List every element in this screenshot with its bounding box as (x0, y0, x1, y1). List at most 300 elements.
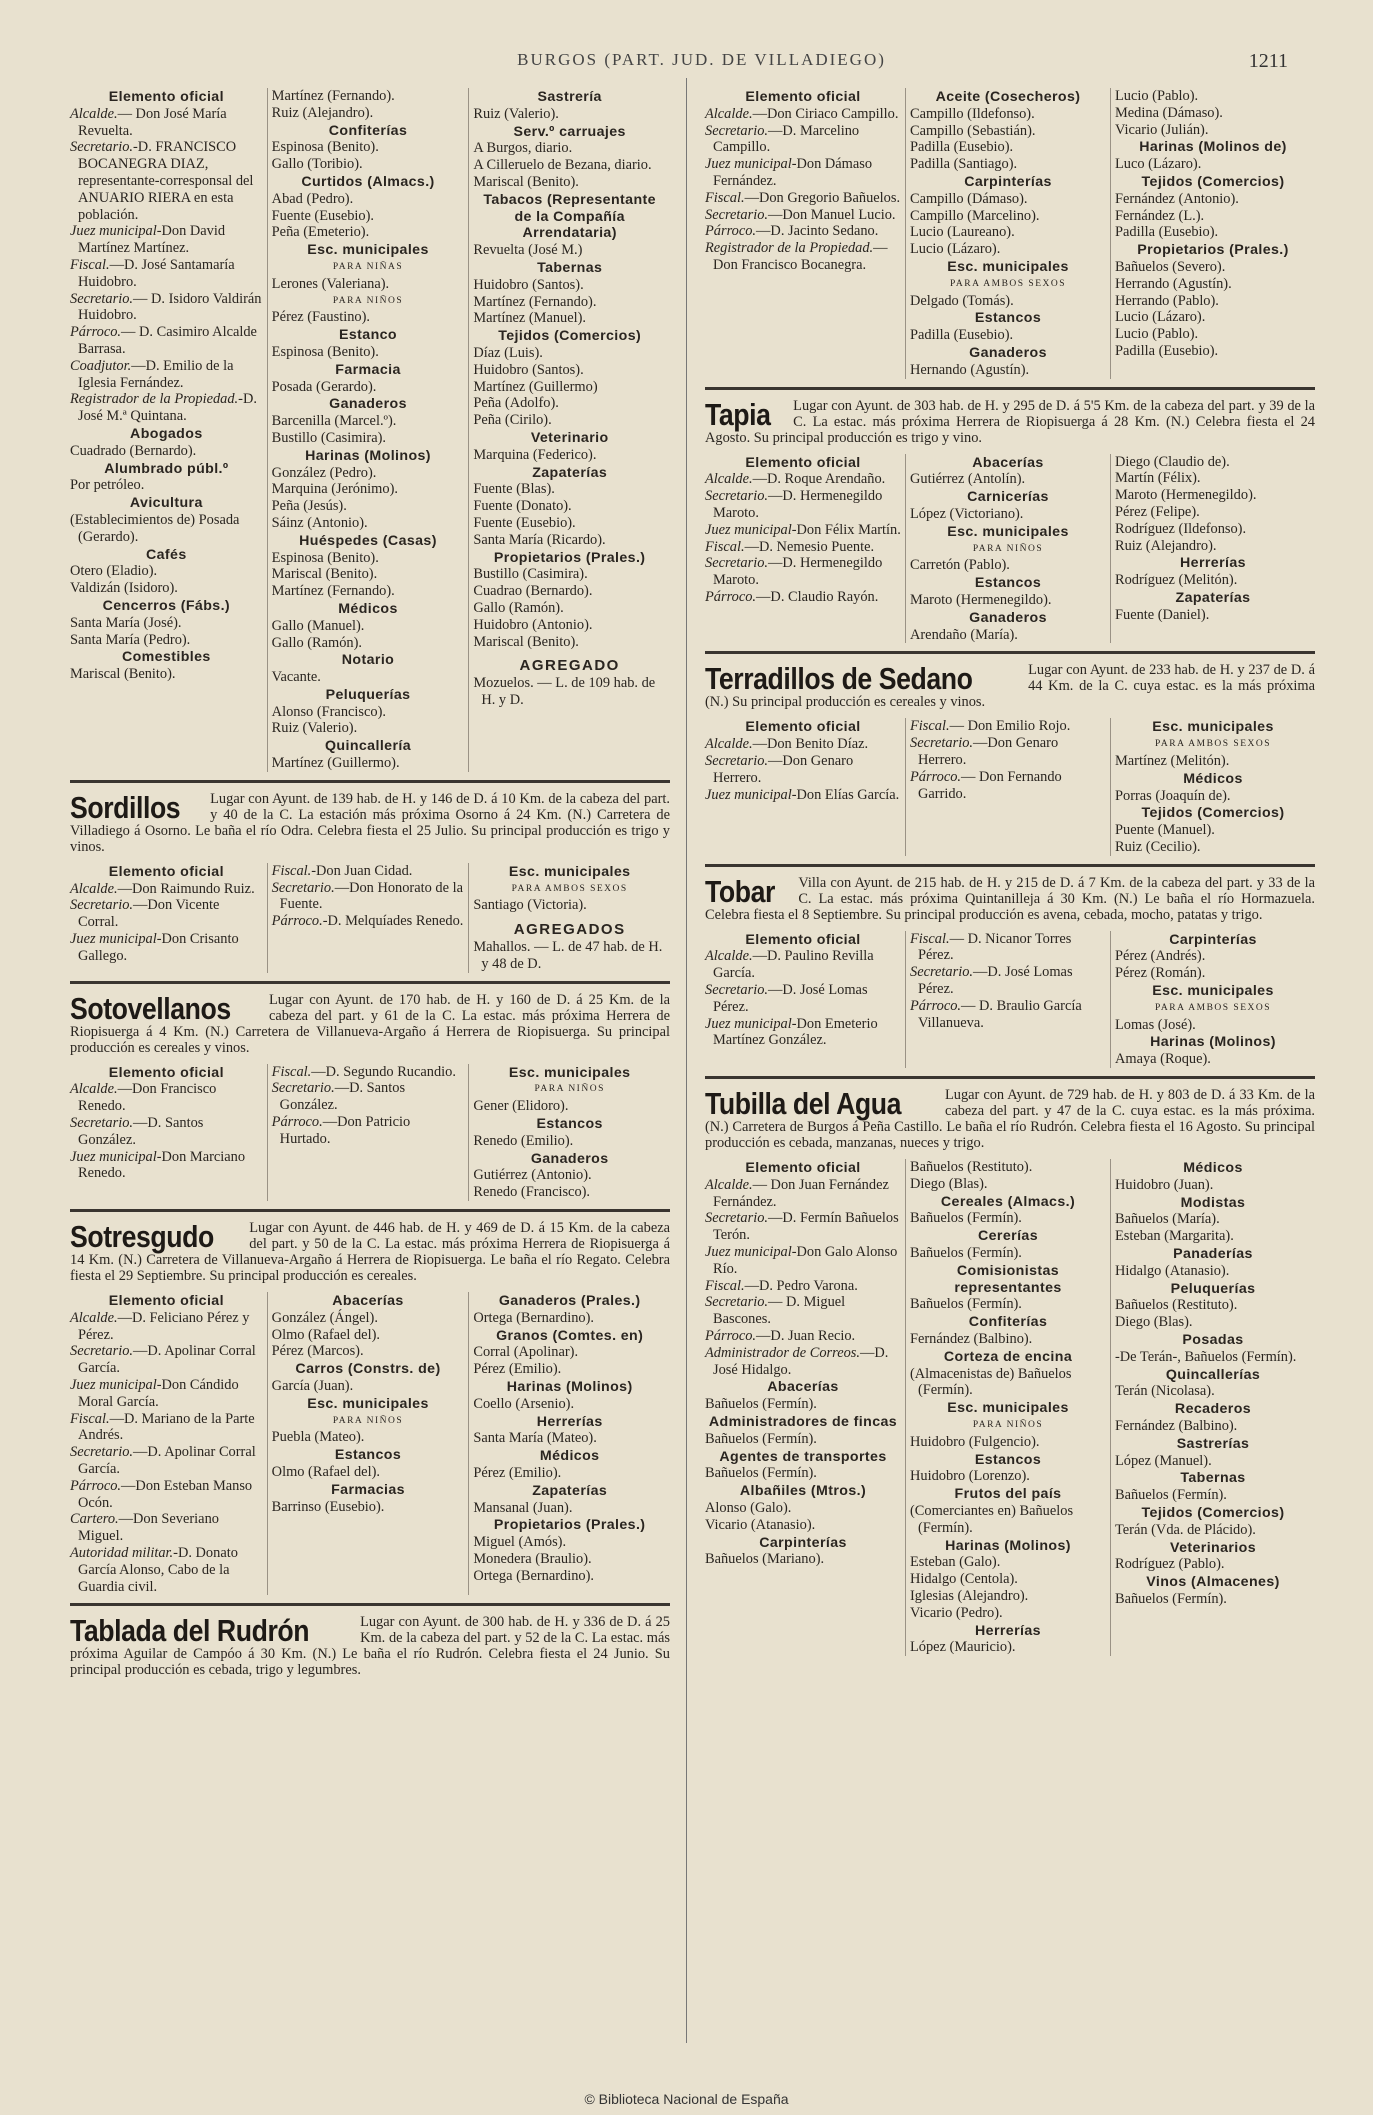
directory-entry (705, 1465, 901, 1482)
directory-entry (70, 1444, 263, 1478)
directory-entry (1115, 538, 1311, 555)
directory-entry (910, 1468, 1106, 1485)
entry-text: Santa María (Mateo). (473, 1430, 597, 1447)
directory-entry (473, 1310, 666, 1327)
section-rule (705, 1076, 1315, 1079)
directory-entry (473, 583, 666, 600)
directory-column (905, 931, 1110, 1068)
directory-entry (705, 1016, 901, 1050)
entry-role: Registrador de la Propiedad. (705, 240, 874, 257)
directory-entry (1115, 504, 1311, 521)
entry-text: — Don Francisco Bocanegra. (713, 240, 888, 273)
section-heading: Curtidos (Almacs.) (301, 173, 435, 190)
directory-entry (910, 1159, 1106, 1176)
directory-entry (1115, 788, 1311, 805)
town-header (705, 875, 1315, 923)
directory-entry (705, 488, 901, 522)
town-description: Lugar con Ayunt. de 446 hab. de H. y 469 de D. á 15 Km. de la cabeza del part. y 50 de la C. La estac. más próxima Herrera de Riopisuerga á 14 Km. (N.) Carretera de Villanueva-Argaño á Herrera de Riopisuerga. Le baña el río Regato. Celebra fiesta el 29 Septiembre. Su principal producción es cereales. (70, 1220, 670, 1285)
section-heading: Veterinarios (1169, 1539, 1257, 1556)
entry-text: Barrinso (Eusebio). (271, 1498, 385, 1515)
directory-entry (473, 515, 666, 532)
directory-entry (1115, 1522, 1311, 1539)
entry-text: —Don Esteban Manso Ocón. (78, 1477, 253, 1511)
directory-entry (1115, 156, 1311, 173)
entry-text: Revuelta (José M.) (473, 242, 583, 259)
entry-text: Renedo (Francisco). (473, 1184, 591, 1201)
entry-role: Secretario. (70, 897, 134, 914)
directory-column (705, 88, 905, 379)
directory-entry (705, 123, 901, 157)
section-heading: Granos (Comtes. en) (496, 1327, 644, 1344)
entry-text: Gallo (Ramón). (271, 634, 362, 651)
entry-role: Fiscal. (70, 256, 110, 273)
entry-text: Iglesias (Alejandro). (910, 1587, 1029, 1604)
entry-text: —D. Santos González. (78, 1115, 204, 1148)
section-heading: Albañiles (Mtros.) (739, 1483, 867, 1500)
entry-role: Fiscal. (70, 1410, 110, 1427)
section-heading: Carros (Constrs. de) (295, 1361, 441, 1378)
section-heading: Comisionistas representantes (954, 1262, 1062, 1296)
directory-entry (910, 735, 1106, 769)
entry-text: Puente (Manuel). (1115, 822, 1215, 839)
entry-text: Padilla (Eusebio). (910, 139, 1014, 156)
section-heading: Elemento oficial (745, 719, 861, 736)
entry-role: Fiscal. (705, 189, 745, 206)
section-subheading: PARA NIÑOS (534, 1084, 605, 1095)
section-heading: Esc. municipales (947, 523, 1069, 540)
directory-entry (910, 506, 1106, 523)
directory-entry (1115, 1017, 1311, 1034)
directory-entry (70, 1115, 263, 1149)
section-heading: Modistas (1180, 1194, 1246, 1211)
entry-text: Herrando (Pablo). (1115, 292, 1219, 309)
entry-text: Gallo (Toribio). (271, 156, 363, 173)
entry-text: Ruiz (Alejandro). (1115, 537, 1217, 554)
entry-text: Bañuelos (Fermín). (910, 1296, 1022, 1313)
directory-entry (473, 532, 666, 549)
section-heading: Elemento oficial (108, 89, 224, 105)
directory-entry (1115, 1591, 1311, 1608)
town-description: Lugar con Ayunt. de 170 hab. de H. y 160 de D. á 25 Km. de la cabeza del part. y 61 de la C. La estac. más próxima Herrera de Riopisuerga á 4 Km. (N.) Carretera de Villanueva-Argaño á Herrera de Riopisuerga. Su principal producción es cereales y vinos. (70, 991, 670, 1056)
directory-entry (473, 395, 666, 412)
directory-column (70, 88, 267, 772)
directory-entry (70, 106, 263, 140)
entry-text: Medina (Dámaso). (1115, 104, 1223, 121)
left-column (70, 80, 670, 1686)
entry-text: Huidobro (Antonio). (473, 616, 593, 633)
entry-role: Párroco. (70, 1477, 122, 1494)
entry-role: Párroco. (705, 1328, 757, 1345)
directory-entry (1115, 1314, 1311, 1331)
directory-entry (70, 324, 263, 358)
directory-entry (1115, 1177, 1311, 1194)
directory-column (705, 1159, 905, 1656)
section-heading: Propietarios (Prales.) (493, 549, 646, 566)
town-description: Lugar con Ayunt. de 729 hab. de H. y 803 de D. á 33 Km. de la cabeza del part. y 47 de la C. cuya estac. es la más próxima. (N.) Carretera de Burgos á Peña Castillo. Le baña el río Rudrón. Celebra fiesta el 16 Agosto. Su principal producción es cebada, manzanas, nueces y trigo. (705, 1087, 1315, 1152)
directory-entry (473, 1465, 666, 1482)
directory-entry (705, 948, 901, 982)
entry-text: Santa María (Ricardo). (473, 531, 606, 548)
directory-entry (910, 327, 1106, 344)
directory-entry (70, 1149, 263, 1183)
town-description: Lugar con Ayunt. de 139 hab. de H. y 146 de D. á 10 Km. de la cabeza del part. y 40 de la C. La estación más próxima Osorno á 24 Km. (N.) Carretera de Villadiego á Osorno. Le baña el río Odra. Celebra fiesta el 25 Julio. Su principal producción es trigo y vinos. (70, 790, 670, 855)
town-name: Sotresgudo (70, 1219, 214, 1255)
entry-text: Terán (Nicolasa). (1115, 1383, 1215, 1400)
entry-role: Juez municipal (70, 1377, 157, 1394)
directory-entry (1115, 454, 1311, 471)
town-header (70, 992, 670, 1056)
directory-entry (705, 522, 901, 539)
directory-entry (272, 515, 465, 532)
town-entry (705, 875, 1315, 1068)
section-heading: Estancos (974, 310, 1042, 327)
directory-column (468, 1292, 670, 1595)
directory-entry (272, 413, 465, 430)
directory-entry (473, 345, 666, 362)
directory-entry (473, 294, 666, 311)
entry-text: -D. Donato García Alonso, Cabo de la Guardia civil. (78, 1544, 238, 1595)
entry-text: Mariscal (Benito). (473, 633, 579, 650)
entry-text: —Don Vicente Corral. (78, 897, 220, 931)
section-heading: Harinas (Molinos de) (1139, 139, 1287, 156)
section-heading: Elemento oficial (745, 1160, 861, 1177)
directory-entry (910, 362, 1106, 379)
directory-entry (705, 207, 901, 224)
entry-text: Gener (Elidoro). (473, 1098, 569, 1115)
directory-columns (70, 863, 670, 973)
directory-entry (1115, 326, 1311, 343)
entry-role: Párroco. (70, 324, 122, 341)
entry-text: González (Ángel). (271, 1309, 378, 1326)
section-heading: Estancos (974, 575, 1042, 592)
directory-entry (70, 391, 263, 425)
section-rule (70, 780, 670, 783)
directory-entry (70, 1081, 263, 1115)
directory-entry (910, 1366, 1106, 1400)
directory-entry (272, 618, 465, 635)
directory-entry (1115, 1556, 1311, 1573)
section-heading: Aceite (Cosecheros) (935, 89, 1081, 105)
entry-text: Mariscal (Benito). (473, 173, 579, 190)
entry-text: Vicario (Julián). (1115, 121, 1209, 138)
entry-text: Herrando (Agustín). (1115, 275, 1232, 292)
entry-text: Hidalgo (Atanasio). (1115, 1262, 1230, 1279)
town-header (705, 662, 1315, 710)
directory-entry (473, 157, 666, 174)
entry-text: Otero (Eladio). (70, 563, 158, 580)
section-subheading: PARA NIÑAS (332, 261, 404, 272)
section-heading: Herrerías (975, 1622, 1041, 1639)
directory-entry (910, 964, 1106, 998)
town-description: Lugar con Ayunt. de 233 hab. de H. y 237 de D. á 44 Km. de la C. cuya estac. es la más próxima (N.) Su principal producción es cereales y vinos. (705, 662, 1315, 711)
section-heading: Cencerros (Fábs.) (102, 597, 231, 614)
section-heading: Agentes de transportes (719, 1448, 887, 1465)
directory-entry (1115, 1453, 1311, 1470)
section-heading: Cererías (978, 1228, 1038, 1245)
entry-text: Olmo (Rafael del). (271, 1464, 380, 1480)
section-heading: Alumbrado públ.º (104, 460, 229, 477)
section-heading: Médicos (539, 1448, 600, 1465)
entry-text: —Don Ciriaco Campillo. (752, 105, 899, 122)
directory-entry (473, 1167, 666, 1184)
directory-entry (705, 1328, 901, 1345)
entry-text: Diego (Blas). (1115, 1314, 1193, 1331)
entry-text: — Don Fernando Garrido. (918, 768, 1062, 802)
directory-entry (910, 718, 1106, 735)
entry-text: —Don Gregorio Bañuelos. (744, 189, 901, 206)
section-subheading: PARA NIÑOS (972, 1420, 1044, 1431)
directory-entry (272, 669, 465, 686)
entry-text: Pérez (Felipe). (1115, 503, 1200, 520)
directory-entry (272, 1080, 465, 1114)
entry-text: Abad (Pedro). (271, 190, 354, 207)
section-heading: Estancos (974, 1451, 1042, 1468)
directory-entry (272, 550, 465, 567)
section-heading: Propietarios (Prales.) (493, 1517, 646, 1534)
directory-column (1110, 454, 1315, 644)
directory-entry (70, 1478, 263, 1512)
section-heading: Ganaderos (969, 609, 1047, 626)
town-header (705, 1087, 1315, 1151)
section-subheading: PARA AMBOS SEXOS (1154, 1002, 1272, 1013)
section-heading: Abacerías (332, 1293, 404, 1310)
entry-role: Alcalde. (70, 880, 118, 897)
entry-text: -De Terán-, Bañuelos (Fermín). (1115, 1348, 1297, 1365)
directory-entry (473, 1361, 666, 1378)
entry-text: -Don Cándido Moral García. (78, 1377, 239, 1410)
section-heading: Peluquerías (1170, 1280, 1256, 1297)
directory-entry (473, 566, 666, 583)
directory-entry (910, 139, 1106, 156)
entry-text: Huidobro (Santos). (473, 276, 584, 293)
entry-role: Fiscal. (705, 538, 745, 555)
section-heading: Confiterías (328, 122, 408, 139)
directory-column (267, 88, 469, 772)
directory-entry (1115, 224, 1311, 241)
directory-entry (705, 787, 901, 804)
directory-entry (1115, 753, 1311, 770)
directory-entry (70, 291, 263, 325)
directory-entry (473, 897, 666, 914)
directory-entry (705, 1294, 901, 1328)
directory-entry (910, 208, 1106, 225)
directory-column (1110, 718, 1315, 855)
directory-entry (272, 1114, 465, 1148)
entry-text: Ruiz (Alejandro). (271, 104, 374, 121)
entry-text: — Don José María Revuelta. (78, 105, 227, 139)
section-heading: Harinas (Molinos) (506, 1379, 633, 1396)
entry-role: Alcalde. (705, 948, 753, 965)
directory-entry (910, 1571, 1106, 1588)
directory-column (905, 1159, 1110, 1656)
directory-entry (910, 1554, 1106, 1571)
town-entry (705, 398, 1315, 644)
directory-entry (1115, 1211, 1311, 1228)
directory-entry (473, 1551, 666, 1568)
entry-text: Martínez (Guillermo). (271, 755, 400, 772)
section-heading: Elemento oficial (745, 454, 861, 471)
town-entry (70, 88, 670, 772)
section-heading: Corteza de encina (943, 1348, 1073, 1365)
section-subheading: PARA AMBOS SEXOS (1154, 739, 1272, 750)
directory-entry (705, 471, 901, 488)
directory-entry (705, 1345, 901, 1379)
directory-entry (473, 447, 666, 464)
entry-text: Fernández (Antonio). (1115, 190, 1239, 207)
directory-entry (272, 224, 465, 241)
section-heading: Carnicerías (967, 489, 1049, 506)
entry-text: Fernández (Balbino). (910, 1331, 1033, 1348)
town-name: Sordillos (70, 789, 181, 825)
directory-entry (1115, 521, 1311, 538)
entry-text: Martínez (Fernando). (473, 293, 597, 310)
entry-text: Padilla (Eusebio). (910, 327, 1014, 344)
section-heading: Esc. municipales (1152, 719, 1274, 736)
entry-text: Maroto (Hermenegildo). (910, 591, 1052, 608)
entry-text: Fernández (Balbino). (1115, 1418, 1238, 1435)
directory-entry (70, 632, 263, 649)
entry-text: Fuente (Eusebio). (473, 514, 576, 531)
entry-text: Santa María (Pedro). (70, 631, 191, 648)
section-heading: Carpinterías (964, 173, 1052, 190)
entry-text: Ruiz (Valerio). (473, 105, 559, 122)
directory-entry (473, 634, 666, 651)
directory-entry (473, 310, 666, 327)
directory-columns (70, 88, 670, 772)
entry-text: -Don David Martínez Martínez. (78, 223, 226, 257)
entry-text: González (Pedro). (271, 464, 377, 481)
entry-text: Olmo (Rafael del). (271, 1326, 380, 1343)
entry-text: Vicario (Pedro). (910, 1604, 1003, 1621)
entry-text: Pérez (Andrés). (1115, 948, 1206, 965)
town-header (70, 1220, 670, 1284)
directory-columns (705, 454, 1315, 644)
directory-entry (705, 1177, 901, 1211)
section-heading: Médicos (1183, 1160, 1243, 1177)
directory-entry (910, 471, 1106, 488)
section-rule (70, 1603, 670, 1606)
directory-entry (1115, 1383, 1311, 1400)
entry-role: Párroco. (910, 997, 962, 1014)
section-subheading: PARA NIÑOS (972, 543, 1044, 554)
entry-text: Ortega (Bernardino). (473, 1567, 595, 1584)
directory-entry (473, 1534, 666, 1551)
entry-text: Valdizán (Isidoro). (70, 580, 178, 597)
section-heading: Confiterías (968, 1314, 1048, 1331)
section-heading: Zapaterías (532, 1482, 608, 1499)
town-name: Tobar (705, 873, 775, 909)
section-heading: Carpinterías (759, 1534, 847, 1551)
entry-text: —Don Francisco Renedo. (78, 1081, 217, 1115)
entry-text: Padilla (Eusebio). (1115, 224, 1219, 241)
entry-text: — D. Casimiro Alcalde Barrasa. (78, 324, 257, 357)
entry-text: Vacante. (271, 669, 321, 686)
entry-text: Fuente (Blas). (473, 481, 555, 498)
entry-role: Juez municipal (705, 1015, 792, 1032)
entry-text: Bañuelos (Fermín). (705, 1465, 817, 1482)
entry-text: Bañuelos (Restituto). (910, 1159, 1033, 1176)
entry-text: —Don Manuel Lucio. (768, 206, 896, 223)
section-heading: Ganaderos (Prales.) (498, 1293, 641, 1310)
entry-text: Peña (Adolfo). (473, 395, 559, 412)
entry-text: (Establecimientos de) Posada (Gerardo). (70, 511, 240, 545)
entry-text: Santa María (José). (70, 614, 182, 631)
entry-text: Alonso (Francisco). (271, 703, 386, 720)
directory-entry (705, 1551, 901, 1568)
section-heading: Abacerías (767, 1379, 839, 1396)
directory-entry (705, 589, 901, 606)
directory-entry (910, 293, 1106, 310)
directory-entry (473, 174, 666, 191)
entry-role: Párroco. (910, 768, 962, 785)
section-heading: Esc. municipales (1152, 983, 1274, 1000)
section-heading: Administradores de fincas (708, 1414, 898, 1431)
directory-entry (272, 88, 465, 105)
section-heading: Sastrerías (1176, 1435, 1250, 1452)
directory-entry (272, 309, 465, 326)
entry-text: Bañuelos (Restituto). (1115, 1297, 1238, 1314)
section-heading: Serv.º carruajes (513, 123, 626, 140)
section-heading: Elemento oficial (108, 1293, 224, 1310)
running-header (70, 50, 1333, 74)
entry-role: Fiscal. (271, 862, 312, 879)
entry-role: Secretario. (271, 879, 335, 896)
entry-text: —D. Roque Arendaño. (752, 471, 886, 488)
directory-entry (473, 1396, 666, 1413)
entry-text: Lucio (Lázaro). (1115, 309, 1206, 326)
entry-text: -Don Elías García. (791, 786, 900, 803)
directory-column (1110, 931, 1315, 1068)
directory-entry (272, 1429, 465, 1446)
entry-text: Bañuelos (Fermín). (1115, 1590, 1227, 1607)
entry-text: —D. Claudio Rayón. (756, 588, 879, 605)
directory-entry (705, 1278, 901, 1295)
section-heading: Vinos (Almacenes) (1146, 1574, 1280, 1591)
entry-text: Esteban (Galo). (910, 1554, 1001, 1571)
entry-text: —Don Benito Díaz. (752, 736, 869, 753)
directory-columns (705, 88, 1315, 379)
directory-entry (910, 931, 1106, 965)
directory-entry (473, 600, 666, 617)
section-heading: Esc. municipales (508, 1064, 631, 1081)
section-rule (70, 1209, 670, 1212)
entry-text: -Don Marciano Renedo. (78, 1148, 246, 1182)
section-heading: Médicos (338, 600, 398, 617)
directory-entry (473, 1133, 666, 1150)
entry-text: Terán (Vda. de Plácido). (1115, 1521, 1256, 1538)
directory-entry (272, 139, 465, 156)
directory-entry (910, 1245, 1106, 1262)
entry-text: Diego (Claudio de). (1115, 453, 1230, 470)
section-subheading: PARA NIÑOS (332, 1415, 404, 1426)
entry-role: Juez municipal (705, 521, 792, 538)
entry-text: Bañuelos (Mariano). (705, 1551, 825, 1568)
directory-entry (70, 666, 263, 683)
directory-entry (473, 617, 666, 634)
section-heading: Elemento oficial (745, 931, 861, 948)
entry-text: — D. Miguel Bascones. (713, 1294, 846, 1328)
town-description: Lugar con Ayunt. de 300 hab. de H. y 336 de D. á 25 Km. de la cabeza del part. y 52 de la C. La estac. más próxima Aguilar de Campóo á 30 Km. (N.) Le baña el río Rudrón. Celebra fiesta el 24 Junio. Su principal producción es cebada, trigo y legumbres. (70, 1614, 670, 1679)
entry-text: Peña (Cirilo). (473, 412, 552, 429)
directory-entry (1115, 487, 1311, 504)
entry-role: Párroco. (271, 1114, 323, 1131)
entry-role: Alcalde. (705, 736, 753, 753)
directory-entry (1115, 572, 1311, 589)
directory-entry (1115, 470, 1311, 487)
section-heading: Propietarios (Prales.) (1137, 242, 1289, 259)
entry-text: Campillo (Marcelino). (910, 207, 1040, 224)
directory-entry (910, 1296, 1106, 1313)
